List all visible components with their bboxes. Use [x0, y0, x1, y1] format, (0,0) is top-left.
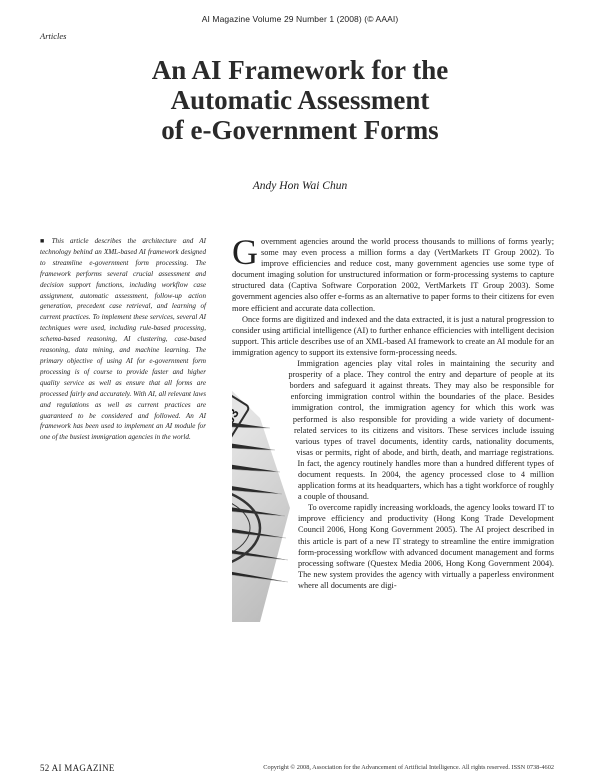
passport-stamp-image [232, 358, 298, 622]
body-column [232, 236, 554, 744]
passport-stamp-figure [232, 358, 298, 622]
section-label: Articles [40, 31, 67, 41]
article-title [0, 55, 600, 145]
title-line-1: An AI Framework for the [151, 55, 449, 85]
body-paragraph-2: Once forms are digitized and indexed and the data extracted, it is just a natural progression to consider using artificial intelligence (AI) to further enhance efficiencies with intelligent decision support. This article describes use of an XML-based AI framework to create an AI module for an immigration agency to support its extensive form-processing needs. [232, 314, 554, 357]
copyright-notice: Copyright © 2008, Association for the Advancement of Artificial Intelligence. All rights reserved. ISSN 0738-4602 [263, 764, 554, 771]
body-paragraph-1 [232, 236, 554, 314]
abstract-text: This article describes the architecture and AI technology behind an XML-based AI framework designed to streamline e-government form processing. The framework performs several crucial assessment and decision support functions, including workflow case assignment, automatic assessment, follow-up action generation, precedent case retrieval, and learning of current practices. To implement these services, several AI techniques were used, including rule-based processing, schema-based reasoning, AI clustering, case-based reasoning, data mining, and machine learning. The primary objective of using AI for e-government form processing is of course to provide faster and higher quality service as well as ensure that all forms are processed fairly and accurately. With AI, all relevant laws and regulations as well as current practices are guaranteed to be considered and followed. An AI framework has been used to implement an AI module for one of the busiest immigration agencies in the world. [40, 237, 206, 442]
title-line-2: Automatic Assessment [170, 85, 430, 115]
journal-header: AI Magazine Volume 29 Number 1 (2008) (© AAAI) [201, 14, 399, 24]
drop-cap: G [232, 236, 258, 272]
page-footer-label: 52 AI MAGAZINE [40, 763, 115, 773]
body-paragraph-4: To overcome rapidly increasing workloads, the agency looks toward IT to improve efficiency and productivity (Hong Kong Trade Development Council 2006, Hong Kong Government 2005). The AI project described in this article is part of a new IT strategy to streamline the entire immigration form-processing workflow with advanced document management and forms processing software (Questex Media 2006, Hong Kong Government 2004). The new system provides the agency with virtually a paperless environment where all documents are digi- [298, 503, 554, 590]
abstract [40, 236, 206, 443]
body-paragraph-1-text: overnment agencies around the world process thousands to millions of forms yearly; some may even process a million forms a day (VertMarkets IT Group 2002). To improve efficiencies and reduce cost, many government agencies use some type of document imaging solution for unstructured information or form-processing systems to capture structured data (Captiva Software Corporation 2002, VertMarkets IT Group 2003). Some government agencies also offer e-forms as an alternative to paper forms to their citizens for even more efficient and accurate data collection. [232, 237, 554, 313]
body-paragraph-3 [232, 358, 554, 502]
author-name: Andy Hon Wai Chun [252, 180, 348, 192]
body-paragraph-3-text: Immigration agencies play vital roles in maintaining the security and prosperity of a place. They control the entry and departure of people at its borders and safeguard it against threats. They may also be responsible for enforcing immigration control within the boundaries of the place. Besides immigration control, the immigration agency for which this work was performed is also responsible for providing a wide variety of document-related services to its citizens and visitors. These services include issuing various types of travel documents, identity cards, nationality documents, visas or permits, right of abode, and birth, death, and marriage registrations. In fact, the agency routinely handles more than a hundred different types of document requests. In 2004, the agency processed close to 4 million application forms at its headquarters, which has a tight workforce of roughly a couple of thousand. [288, 359, 554, 502]
square-bullet-icon: ■ [40, 237, 49, 245]
title-line-3: of e-Government Forms [161, 115, 439, 145]
